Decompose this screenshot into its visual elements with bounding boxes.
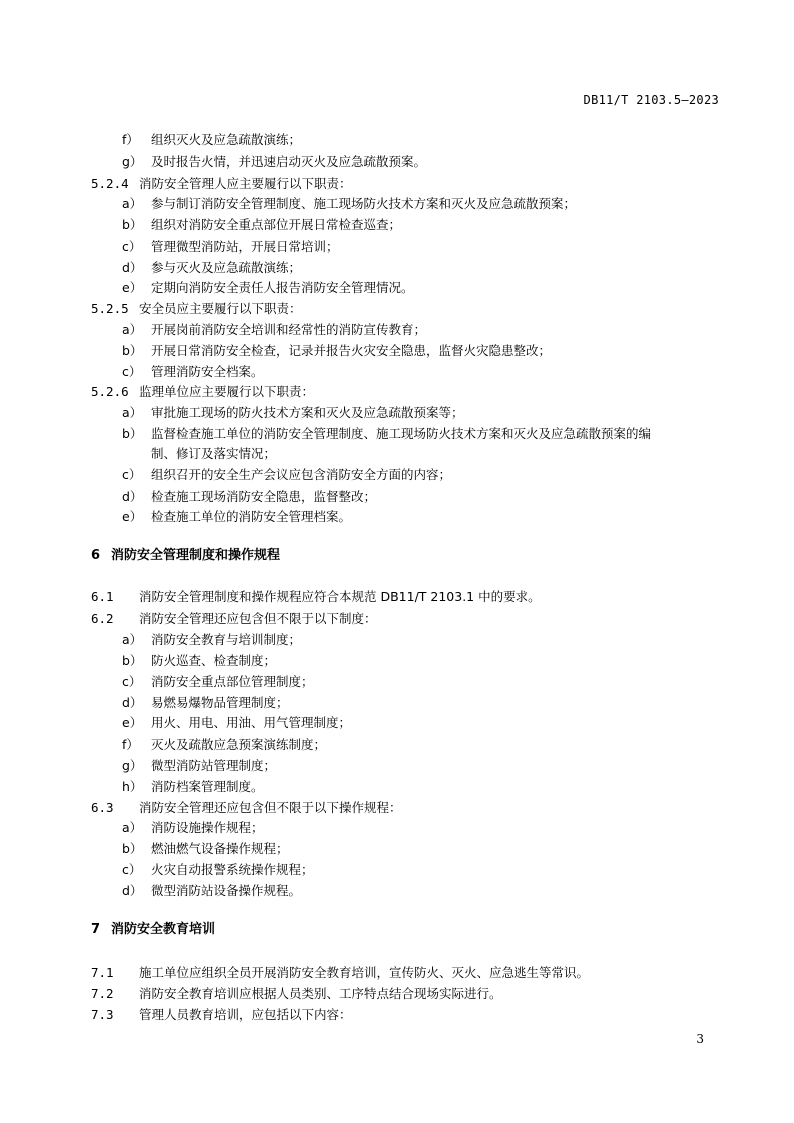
list-item [122,755,276,776]
item-label: d） [122,489,143,504]
line-text: 施工单位应组织全员开展消防安全教育培训，宣传防火、灭火、应急逃生等常识。 [139,965,590,980]
line-text: 消防设施操作规程； [151,820,264,835]
line-text: 燃油燃气设备操作规程； [151,841,289,856]
item-label: f） [122,132,139,147]
line-text: 组织召开的安全生产会议应包含消防安全方面的内容； [151,467,452,482]
item-label: e） [122,509,143,524]
item-label: c） [122,364,142,379]
clause-number: 7.2 [91,986,114,1001]
item-label: d） [122,883,143,898]
item-label: b） [122,343,143,358]
list-item [122,193,576,214]
item-label: e） [122,715,143,730]
line-text: 审批施工现场的防火技术方案和灭火及应急疏散预案等； [151,405,464,420]
line-text: 管理微型消防站，开展日常培训； [151,239,339,254]
line-text: 消防安全管理制度和操作规程应符合本规范 DB11/T 2103.1 中的要求。 [139,589,541,604]
line-text: 消防安全教育与培训制度； [151,632,302,647]
item-label: a） [122,405,143,420]
clause [91,381,314,402]
line-text: 消防档案管理制度。 [151,779,264,794]
line-text: 监督检查施工单位的消防安全管理制度、施工现场防火技术方案和灭火及应急疏散预案的编 [151,426,652,441]
line-text: 组织灭火及应急疏散演练； [151,132,302,147]
clause [91,298,302,319]
item-label: c） [122,674,142,689]
line-text: 微型消防站管理制度； [151,758,277,773]
item-label: e） [122,280,143,295]
item-label: h） [122,779,143,794]
clause [91,586,541,607]
line-text: 制、修订及落实情况； [151,446,277,461]
list-item [122,650,276,671]
line-text: 微型消防站设备操作规程。 [151,883,302,898]
list-item [122,734,326,755]
clause-number: 7.1 [91,965,114,980]
item-label: c） [122,239,142,254]
list-item [122,817,264,838]
clause-number: 6.1 [91,589,114,604]
heading-text: 消防安全管理制度和操作规程 [111,548,281,563]
line-text: 灭火及疏散应急预案演练制度； [151,737,327,752]
item-label: c） [122,467,142,482]
list-item [122,277,414,298]
item-label: b） [122,841,143,856]
list-item [122,361,264,382]
section-heading [91,545,280,566]
line-text: 消防安全重点部位管理制度； [151,674,314,689]
line-text: 开展日常消防安全检查，记录并报告火灾安全隐患，监督火灾隐患整改； [151,343,552,358]
item-label: b） [122,426,143,441]
line-text: 检查施工现场消防安全隐患，监督整改； [151,489,377,504]
clause-number: 5.2.4 [91,176,129,191]
line-text: 安全员应主要履行以下职责： [139,301,302,316]
list-item [122,838,289,859]
list-item [122,151,426,172]
line-text: 消防安全管理还应包含但不限于以下制度： [139,611,377,626]
item-label: c） [122,862,142,877]
list-item [122,214,401,235]
item-label: b） [122,217,143,232]
clause-number: 7.3 [91,1007,114,1022]
clause [91,962,589,983]
item-label: d） [122,695,143,710]
document-code-header: DB11/T 2103.5—2023 [583,93,719,107]
line-text: 参与制订消防安全管理制度、施工现场防火技术方案和灭火及应急疏散预案； [151,196,577,211]
item-label: g） [122,758,143,773]
list-item [122,880,301,901]
list-item [122,671,314,692]
list-item [122,712,351,733]
clause [91,608,377,629]
clause [91,983,502,1004]
list-item [122,506,351,527]
section-heading [91,919,215,940]
item-label: b） [122,653,143,668]
line-text: 用火、用电、用油、用气管理制度； [151,715,352,730]
list-item [122,464,451,485]
list-item [122,340,551,361]
heading-number: 6 [91,548,101,563]
item-label: f） [122,737,139,752]
list-item [122,859,314,880]
list-item [122,129,301,150]
clause-number: 6.2 [91,611,114,626]
list-item [122,692,289,713]
list-item [122,486,376,507]
heading-number: 7 [91,922,101,937]
list-item [122,629,301,650]
line-text: 消防安全管理人应主要履行以下职责： [139,176,352,191]
list-item [122,776,264,797]
clause-number: 5.2.6 [91,384,129,399]
list-item [122,423,651,444]
item-label: g） [122,154,143,169]
list-item [122,319,426,340]
item-label: a） [122,196,143,211]
clause [91,1004,352,1025]
line-text: 监理单位应主要履行以下职责： [139,384,315,399]
item-label: a） [122,322,143,337]
line-text: 易燃易爆物品管理制度； [151,695,289,710]
line-text: 防火巡查、检查制度； [151,653,277,668]
list-item [122,402,464,423]
line-text: 消防安全教育培训应根据人员类别、工序特点结合现场实际进行。 [139,986,502,1001]
continuation-line [151,443,276,464]
line-text: 定期向消防安全责任人报告消防安全管理情况。 [151,280,414,295]
line-text: 火灾自动报警系统操作规程； [151,862,314,877]
clause-number: 6.3 [91,800,114,815]
item-label: a） [122,632,143,647]
page-number: 3 [696,1032,704,1046]
line-text: 消防安全管理还应包含但不限于以下操作规程： [139,800,402,815]
item-label: d） [122,260,143,275]
line-text: 参与灭火及应急疏散演练； [151,260,302,275]
list-item [122,236,339,257]
line-text: 开展岗前消防安全培训和经常性的消防宣传教育； [151,322,427,337]
heading-text: 消防安全教育培训 [111,922,216,937]
clause-number: 5.2.5 [91,301,129,316]
clause [91,797,402,818]
item-label: a） [122,820,143,835]
line-text: 管理人员教育培训，应包括以下内容： [139,1007,352,1022]
line-text: 检查施工单位的消防安全管理档案。 [151,509,352,524]
clause [91,173,352,194]
line-text: 及时报告火情，并迅速启动灭火及应急疏散预案。 [151,154,427,169]
line-text: 管理消防安全档案。 [151,364,264,379]
list-item [122,257,301,278]
line-text: 组织对消防安全重点部位开展日常检查巡查； [151,217,402,232]
